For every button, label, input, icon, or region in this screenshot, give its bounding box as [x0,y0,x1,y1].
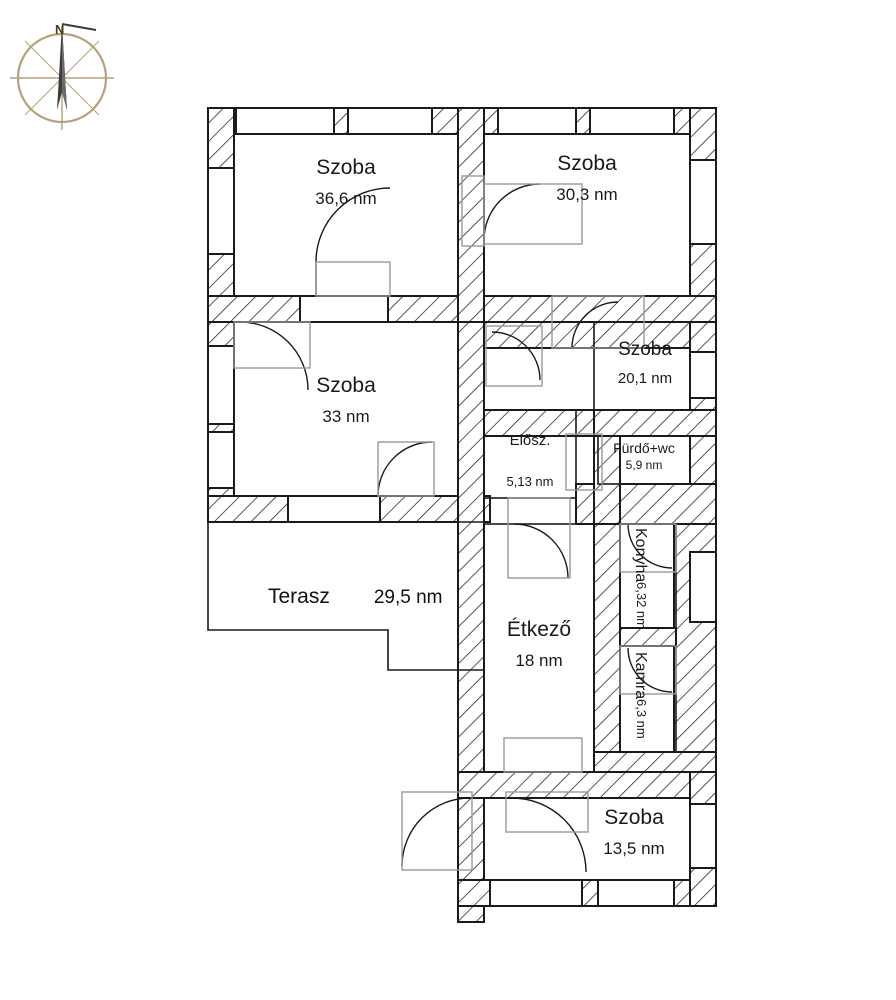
room-name: Konyha [632,528,649,583]
room-name: Szoba [618,339,672,360]
room-outline-szoba-3 [234,322,458,496]
room-name: Szoba [316,374,376,397]
room-area: 6,3 nm [634,699,649,739]
room-area: 36,6 nm [315,189,377,208]
room-area: 20,1 nm [617,370,673,387]
room-name: Szoba [604,806,664,829]
room-area: 29,5 nm [373,587,443,608]
compass-rose [10,24,114,130]
room-area: 6,32 nm [634,582,649,630]
room-area: 33 nm [322,407,370,426]
compass-north-label: N [55,22,65,37]
room-outline-szoba-5 [484,798,690,880]
room-area: 5,9 nm [625,458,663,472]
room-outline-etkezo [484,524,594,772]
room-name: Szoba [557,152,617,175]
room-name: Szoba [316,156,376,179]
room-name: Elősz. [509,432,551,449]
room-area: 30,3 nm [556,185,618,204]
room-name: Fürdő+wc [613,440,675,456]
room-outline-szoba-2 [484,134,690,296]
room-name: Étkező [506,618,572,641]
room-area: 13,5 nm [603,839,665,858]
room-area: 18 nm [515,651,563,670]
room-name: Terasz [268,585,330,608]
room-name: Kamra [632,652,649,700]
room-area: 5,13 nm [506,474,554,489]
room-outline-konyha [620,524,676,628]
room-label-terasz [268,585,443,609]
room-outline-szoba-1 [234,134,458,296]
room-outline-kamra [620,646,676,752]
